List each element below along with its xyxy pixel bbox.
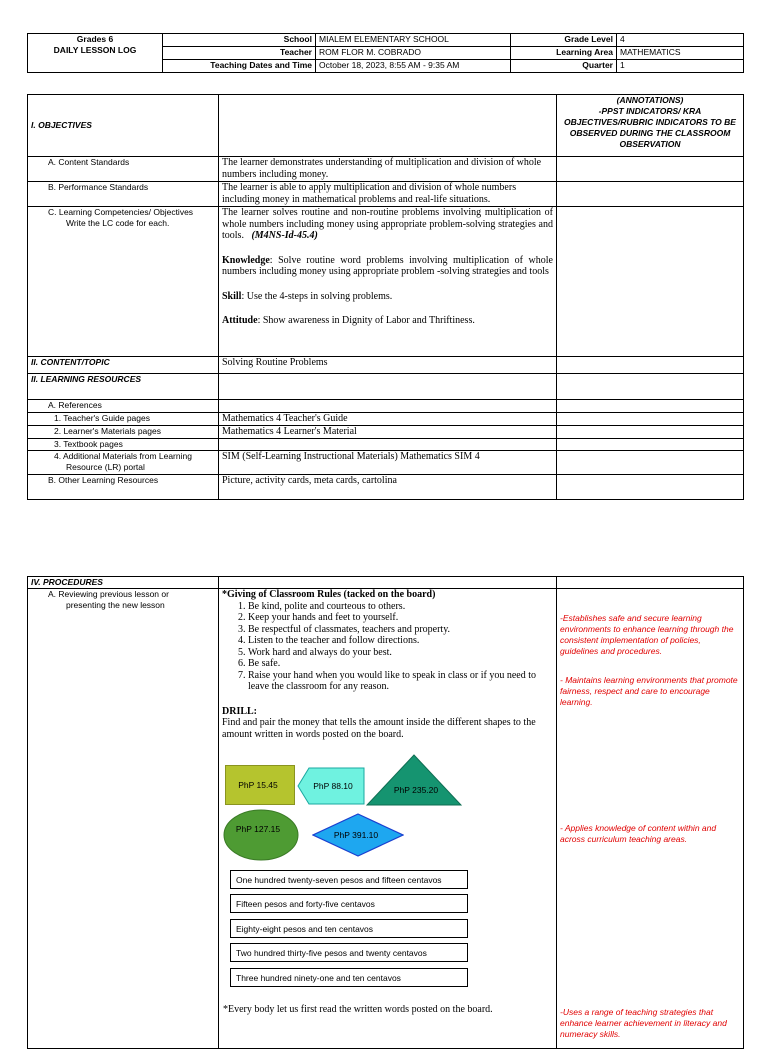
diamond-shape bbox=[312, 813, 404, 857]
words-box: Fifteen pesos and forty-five centavos bbox=[230, 894, 468, 913]
rule-item: 2. Keep your hands and feet to yourself. bbox=[248, 612, 553, 624]
content-standards-label: A. Content Standards bbox=[28, 157, 219, 182]
knowledge-text: : Solve routine word problems involving multiplication of whole numbers including money using appropriate problem -solving strategies and tools bbox=[222, 254, 553, 277]
dates-label: Teaching Dates and Time bbox=[163, 60, 316, 73]
resources-blank bbox=[219, 374, 557, 400]
knowledge-label: Knowledge bbox=[222, 254, 270, 266]
grades-cell bbox=[28, 34, 163, 73]
attitude-text: : Show awareness in Dignity of Labor and Thriftiness. bbox=[257, 315, 475, 326]
additional-label-cell bbox=[28, 451, 219, 475]
lc-code: (M4NS-Id-45.4) bbox=[251, 230, 318, 241]
lm-value: Mathematics 4 Learner's Material bbox=[219, 426, 557, 439]
competency-text: The learner solves routine and non-routine problems involving multiplication of whole numbers including money using appropriate problem-solving strategies and tools. (M4NS-Id-45.4) bbox=[222, 207, 553, 241]
drill-text: Find and pair the money that tells the amount inside the different shapes to the amount written in words posted on the board. bbox=[222, 717, 536, 740]
performance-standards-text: The learner is able to apply multiplication and division of whole numbers including money in mathematical problems and real-life situations. bbox=[219, 182, 557, 207]
additional-label: 4. Additional Materials from Learning bbox=[54, 451, 192, 461]
procedures-heading: IV. PROCEDURES bbox=[28, 577, 219, 589]
competencies-label-cell bbox=[28, 207, 219, 357]
rule-item: 3. Be respectful of classmates, teachers and property. bbox=[248, 624, 553, 636]
dates-value: October 18, 2023, 8:55 AM - 9:35 AM bbox=[316, 60, 511, 73]
textbook-label: 3. Textbook pages bbox=[28, 439, 219, 451]
references-annotation bbox=[557, 400, 744, 413]
rule-item: 6. Be safe. bbox=[248, 658, 553, 670]
procedure-a-label: A. Reviewing previous lesson or bbox=[48, 589, 169, 599]
content-heading: II. CONTENT/TOPIC bbox=[28, 357, 219, 374]
procedure-a-label-cell bbox=[28, 589, 219, 1049]
learning-area-label: Learning Area bbox=[511, 47, 617, 60]
quarter-value: 1 bbox=[617, 60, 744, 73]
references-label: A. References bbox=[28, 400, 219, 413]
school-value: MIALEM ELEMENTARY SCHOOL bbox=[316, 34, 511, 47]
annotations-heading: (ANNOTATIONS) -PPST INDICATORS/ KRA OBJECTIVES/RUBRIC INDICATORS TO BE OBSERVED DURING THE CLASSROOM OBSERVATION bbox=[557, 95, 744, 157]
log-title: DAILY LESSON LOG bbox=[53, 45, 137, 55]
content-annotation bbox=[557, 357, 744, 374]
procedure-a-label-2: presenting the new lesson bbox=[66, 600, 165, 610]
content-topic: Solving Routine Problems bbox=[219, 357, 557, 374]
performance-standards-label: B. Performance Standards bbox=[28, 182, 219, 207]
objectives-heading: I. OBJECTIVES bbox=[28, 95, 219, 157]
competencies-cell bbox=[219, 207, 557, 357]
teacher-label: Teacher bbox=[163, 47, 316, 60]
tg-annotation bbox=[557, 413, 744, 426]
other-value: Picture, activity cards, meta cards, cartolina bbox=[219, 475, 557, 500]
content-standards-annotation bbox=[557, 157, 744, 182]
drill-heading: DRILL: bbox=[222, 705, 258, 717]
grade-level-value: 4 bbox=[617, 34, 744, 47]
performance-standards-annotation bbox=[557, 182, 744, 207]
header-table bbox=[27, 33, 744, 73]
rule-item: 4. Listen to the teacher and follow directions. bbox=[248, 635, 553, 647]
lm-annotation bbox=[557, 426, 744, 439]
learning-area-value: MATHEMATICS bbox=[617, 47, 744, 60]
annotation-teaching-strategies: -Uses a range of teaching strategies that enhance learner achievement in literacy and numeracy skills. bbox=[560, 1007, 727, 1039]
rules-list bbox=[222, 601, 553, 693]
shape-label: PhP 235.20 bbox=[393, 785, 439, 795]
shape-label: PhP 127.15 bbox=[235, 824, 281, 834]
additional-label-2: Resource (LR) portal bbox=[66, 462, 145, 472]
words-box: Three hundred ninety-one and ten centavos bbox=[230, 968, 468, 987]
rule-item: 7. Raise your hand when you would like to speak in class or if you need to leave the classroom for any reason. bbox=[248, 670, 553, 693]
skill-text: : Use the 4-steps in solving problems. bbox=[241, 290, 393, 302]
words-box: One hundred twenty-seven pesos and fifteen centavos bbox=[230, 870, 468, 889]
competencies-label-2: Write the LC code for each. bbox=[66, 218, 170, 228]
references-blank bbox=[219, 400, 557, 413]
shape-label: PhP 391.10 bbox=[333, 830, 379, 840]
procedures-annotation-blank bbox=[557, 577, 744, 589]
rules-heading: *Giving of Classroom Rules (tacked on the board) bbox=[222, 589, 436, 600]
shape-label: PhP 88.10 bbox=[313, 781, 353, 791]
competencies-annotation bbox=[557, 207, 744, 357]
attitude-label: Attitude bbox=[222, 315, 258, 326]
content-standards-text: The learner demonstrates understanding of multiplication and division of whole numbers including money. bbox=[219, 157, 557, 182]
skill-label: Skill bbox=[222, 290, 242, 302]
procedures-blank bbox=[219, 577, 557, 589]
tg-label: 1. Teacher's Guide pages bbox=[28, 413, 219, 426]
grades-text: Grades 6 bbox=[76, 34, 114, 44]
triangle-shape bbox=[366, 754, 462, 806]
other-annotation bbox=[557, 475, 744, 500]
words-box: Eighty-eight pesos and ten centavos bbox=[230, 919, 468, 938]
objectives-blank bbox=[219, 95, 557, 157]
objectives-table bbox=[27, 94, 744, 500]
school-label: School bbox=[163, 34, 316, 47]
shape-label: PhP 15.45 bbox=[238, 780, 278, 790]
circle-shape bbox=[223, 809, 299, 861]
annotation-content-knowledge: - Applies knowledge of content within and across curriculum teaching areas. bbox=[560, 823, 717, 844]
teacher-value: ROM FLOR M. COBRADO bbox=[316, 47, 511, 60]
textbook-value bbox=[219, 439, 557, 451]
additional-value: SIM (Self-Learning Instructional Materials) Mathematics SIM 4 bbox=[219, 451, 557, 475]
rule-item: 1. Be kind, polite and courteous to others. bbox=[248, 601, 553, 613]
annotation-fairness: - Maintains learning environments that promote fairness, respect and care to encourage learning. bbox=[560, 675, 738, 707]
hexagon-shape bbox=[297, 767, 365, 805]
square-shape bbox=[225, 765, 295, 805]
textbook-annotation bbox=[557, 439, 744, 451]
procedure-a-annotations bbox=[557, 589, 744, 1049]
resources-heading: II. LEARNING RESOURCES bbox=[28, 374, 219, 400]
annotation-safe-environment: -Establishes safe and secure learning environments to enhance learning through the consistent implementation of policies, guidelines and procedures. bbox=[560, 613, 734, 656]
read-instruction: *Every body let us first read the written words posted on the board. bbox=[223, 1004, 493, 1015]
competencies-label: C. Learning Competencies/ Objectives bbox=[48, 207, 194, 217]
resources-annotation bbox=[557, 374, 744, 400]
rule-item: 5. Work hard and always do your best. bbox=[248, 647, 553, 659]
quarter-label: Quarter bbox=[511, 60, 617, 73]
grade-level-label: Grade Level bbox=[511, 34, 617, 47]
lm-label: 2. Learner's Materials pages bbox=[28, 426, 219, 439]
tg-value: Mathematics 4 Teacher's Guide bbox=[219, 413, 557, 426]
words-box: Two hundred thirty-five pesos and twenty centavos bbox=[230, 943, 468, 962]
additional-annotation bbox=[557, 451, 744, 475]
other-label: B. Other Learning Resources bbox=[28, 475, 219, 500]
